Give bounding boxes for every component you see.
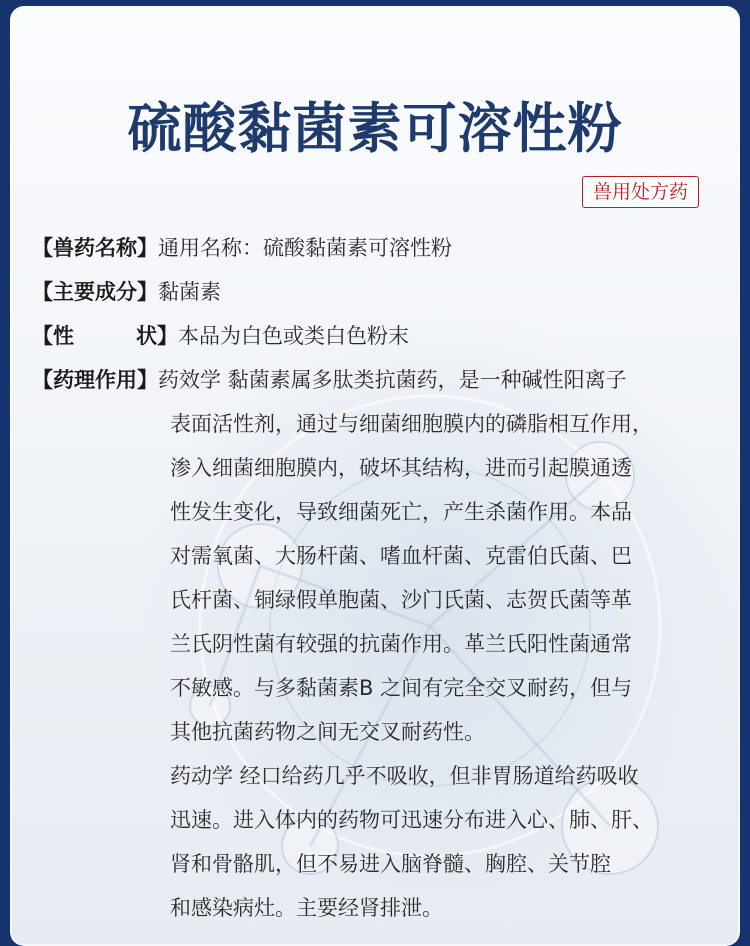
paragraph-line: 性发生变化，导致细菌死亡，产生杀菌作用。本品 [170,500,632,524]
field-main-ingredient [32,270,221,314]
field-label-right: 状】 [136,324,178,348]
paragraph-line: 渗入细菌细胞膜内，破坏其结构，进而引起膜通透 [170,456,632,480]
pharmacology-paragraph [170,402,710,930]
field-label: 【药理作用】 [32,368,158,392]
field-value: 通用名称：硫酸黏菌素可溶性粉 [158,236,452,260]
field-pharmacology [32,358,627,402]
field-drug-name [32,226,452,270]
field-label: 【兽药名称】 [32,236,158,260]
paragraph-line: 对需氧菌、大肠杆菌、嗜血杆菌、克雷伯氏菌、巴 [170,544,632,568]
paragraph-line: 表面活性剂，通过与细菌细胞膜内的磷脂相互作用， [170,412,653,436]
paragraph-line: 药动学 经口给药几乎不吸收，但非胃肠道给药吸收 [170,764,639,788]
paragraph-line: 不敏感。与多黏菌素B 之间有完全交叉耐药，但与 [170,676,633,700]
paragraph-line: 其他抗菌药物之间无交叉耐药性。 [170,720,485,744]
field-value: 药效学 黏菌素属多肽类抗菌药，是一种碱性阳离子 [158,368,627,392]
paragraph-line: 兰氏阴性菌有较强的抗菌作用。革兰氏阳性菌通常 [170,632,632,656]
field-appearance [32,314,409,358]
field-label-left: 【性 [32,324,74,348]
field-value: 本品为白色或类白色粉末 [178,324,409,348]
field-value: 黏菌素 [158,280,221,304]
prescription-badge: 兽用处方药 [582,176,699,208]
paragraph-line: 和感染病灶。主要经肾排泄。 [170,896,443,920]
document-card [10,6,740,946]
page-title: 硫酸黏菌素可溶性粉 [127,96,623,160]
paragraph-line: 迅速。进入体内的药物可迅速分布进入心、肺、肝、 [170,808,653,832]
field-label: 【主要成分】 [32,280,158,304]
paragraph-line: 氏杆菌、铜绿假单胞菌、沙门氏菌、志贺氏菌等革 [170,588,632,612]
paragraph-line: 肾和骨骼肌，但不易进入脑脊髓、胸腔、关节腔 [170,852,611,876]
